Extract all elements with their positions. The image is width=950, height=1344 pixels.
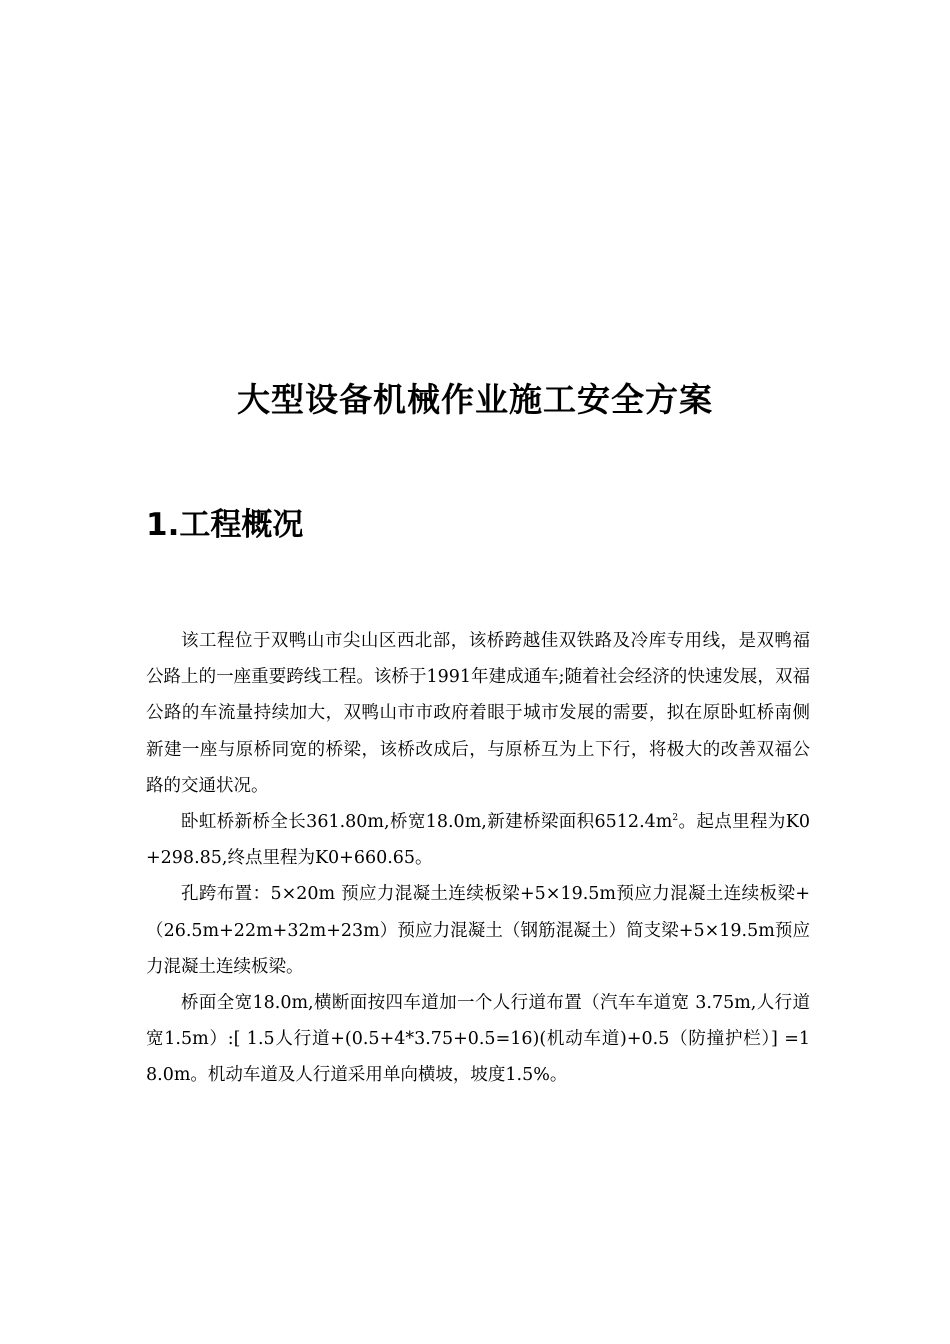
mileage-text: 。起点里程为K0+298.85,终点里程为K0+660.65。	[146, 812, 810, 869]
paragraph-deck-cross-section: 桥面全宽18.0m,横断面按四车道加一个人行道布置（汽车车道宽 3.75m,人行道宽1.5m）:[ 1.5人行道+(0.5+4*3.75+0.5=16)(机动车道)+0.5（防撞护栏）] =18.0m。机动车道及人行道采用单向横坡，坡度1.5%。	[146, 993, 810, 1086]
paragraph-project-location: 该工程位于双鸭山市尖山区西北部，该桥跨越佳双铁路及冷库专用线，是双鸭福公路上的一座重要跨线工程。该桥于1991年建成通车;随着社会经济的快速发展，双福公路的车流量持续加大，双鸭山市市政府着眼于城市发展的需要，拟在原卧虹桥南侧新建一座与原桥同宽的桥梁，该桥改成后，与原桥互为上下行，将极大的改善双福公路的交通状况。	[146, 631, 810, 796]
paragraph-bridge-dimensions	[146, 804, 810, 876]
bridge-dimensions-text: 卧虹桥新桥全长361.80m,桥宽18.0m,新建桥梁面积6512.4m	[181, 812, 673, 833]
section-title: 工程概况	[179, 507, 304, 543]
paragraph-span-layout: 孔跨布置：5×20m 预应力混凝土连续板梁+5×19.5m预应力混凝土连续板梁+（26.5m+22m+32m+23m）预应力混凝土（钢筋混凝土）简支梁+5×19.5m预应力混凝土连续板梁。	[146, 884, 810, 977]
body-text	[146, 623, 810, 1094]
section-heading	[146, 497, 303, 553]
document-title: 大型设备机械作业施工安全方案	[237, 380, 713, 419]
area-unit-superscript: 2	[672, 813, 679, 824]
section-number: 1.	[146, 507, 180, 543]
